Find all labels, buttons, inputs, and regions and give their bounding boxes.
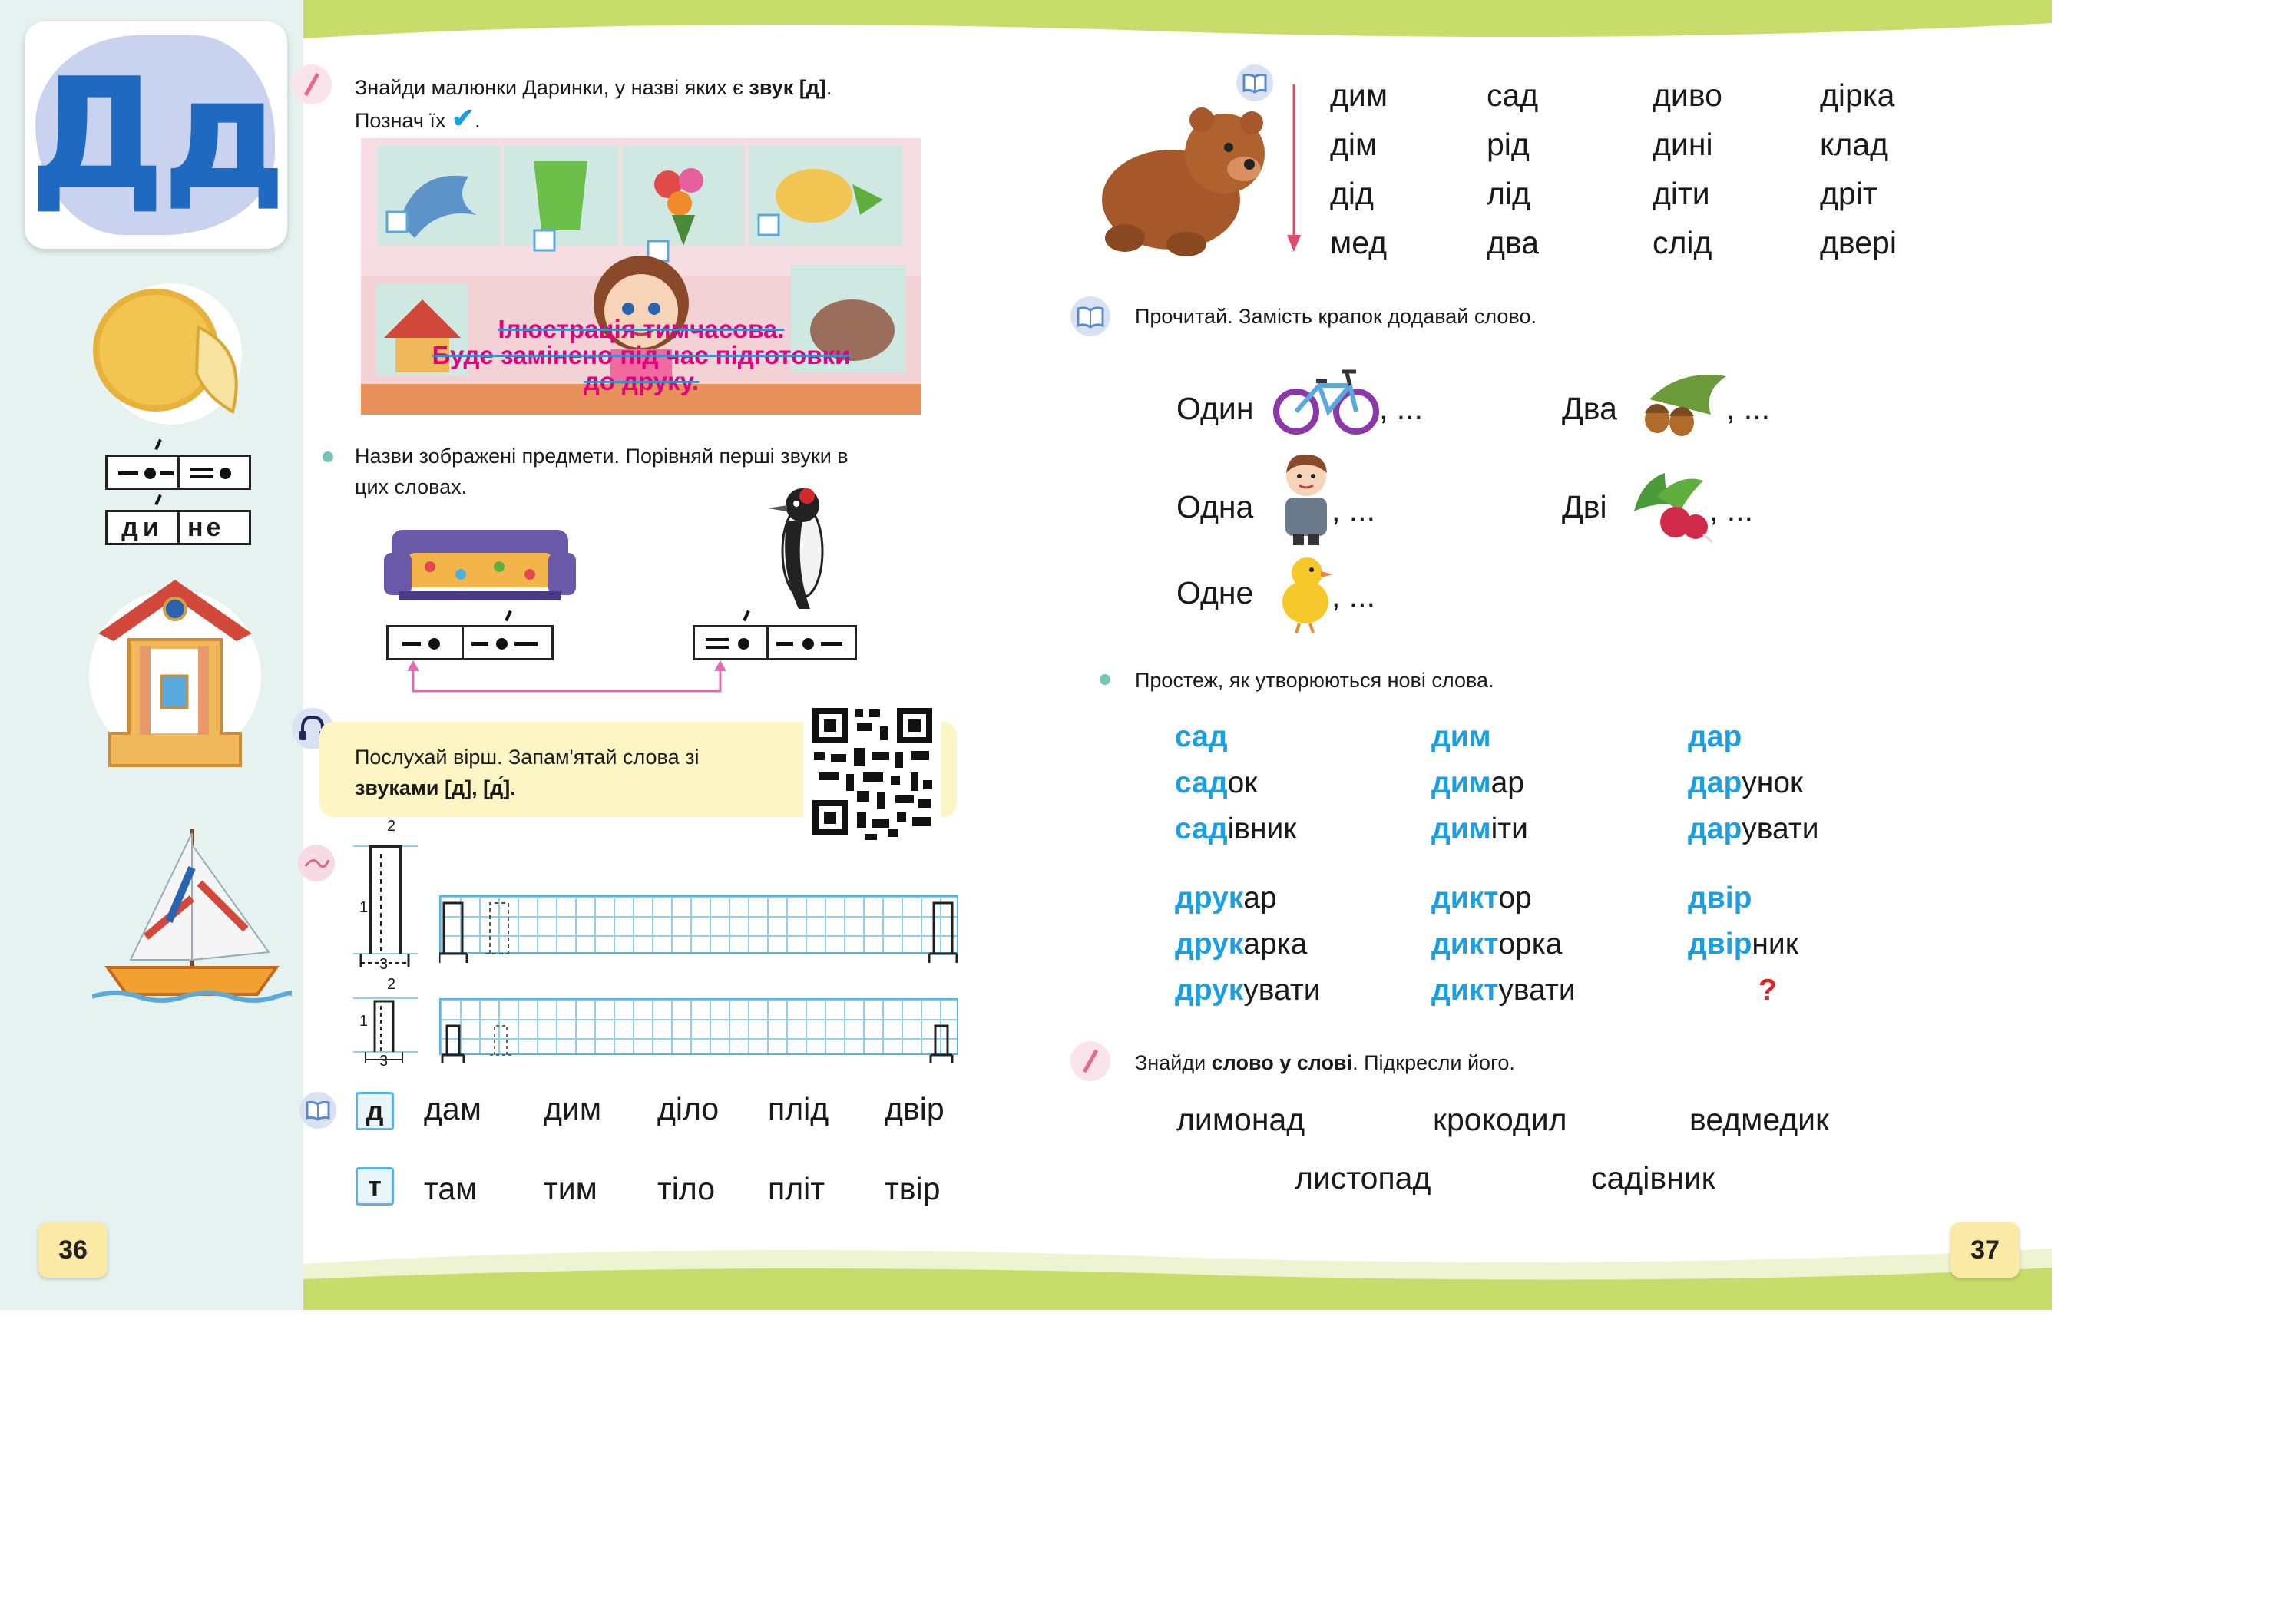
task1-text-line2: Познач їх xyxy=(355,109,446,132)
word-root: дар xyxy=(1688,766,1742,799)
woodpecker-image xyxy=(756,475,841,620)
word-root: друк xyxy=(1175,928,1244,961)
word-root: дим xyxy=(1431,720,1491,753)
find-word: лимонад xyxy=(1176,1102,1305,1137)
big-letter-card xyxy=(25,21,287,249)
count-dots: , ... xyxy=(1726,391,1770,426)
stroke-number: 2 xyxy=(387,976,396,993)
sound-scheme-word xyxy=(105,510,251,545)
table-word: дірка xyxy=(1820,78,1895,113)
scheme-syllable: ди xyxy=(121,513,164,542)
word-suffix: ор xyxy=(1498,881,1532,915)
table-word: дим xyxy=(1330,78,1388,113)
word-suffix: івник xyxy=(1227,812,1297,845)
radishes-image xyxy=(1626,473,1715,544)
derived-word xyxy=(1431,811,1528,848)
word-root: двір xyxy=(1688,928,1752,961)
stroke-number: 1 xyxy=(359,899,369,916)
derived-word xyxy=(1175,765,1257,802)
derived-word xyxy=(1758,972,1777,1009)
task1-text-end: . xyxy=(825,76,832,99)
task1-text: Знайди малюнки Даринки, у назві яких є xyxy=(355,76,749,99)
placeholder-line-2: Буде замінено під час підготовки xyxy=(432,341,851,369)
bear-cub-image xyxy=(1094,92,1279,261)
stroke-number: 3 xyxy=(379,956,389,973)
find-bold: слово у слові xyxy=(1211,1051,1353,1074)
book-icon xyxy=(1069,295,1112,338)
table-word: клад xyxy=(1820,127,1889,162)
bottom-wave-decoration xyxy=(303,1241,2052,1310)
left-sidebar xyxy=(0,0,303,1310)
word-suffix: увати xyxy=(1243,974,1321,1007)
word-suffix: унок xyxy=(1742,766,1804,799)
count-word: Одне xyxy=(1176,575,1254,610)
derived-word xyxy=(1431,926,1562,963)
table-word: двері xyxy=(1820,225,1897,260)
read-instruction: Прочитай. Замість крапок додавай слово. xyxy=(1135,305,1537,328)
word-root: дикт xyxy=(1431,974,1499,1007)
word-root: дим xyxy=(1431,766,1491,799)
word-suffix: увати xyxy=(1742,812,1819,845)
comparison-connector xyxy=(399,660,737,699)
book-icon xyxy=(298,1090,338,1130)
stroke-number: 3 xyxy=(379,1053,389,1070)
word-suffix: ник xyxy=(1752,928,1798,961)
task1-bold: звук [д] xyxy=(749,76,826,99)
t-word: там xyxy=(424,1171,478,1206)
derived-word xyxy=(1175,972,1321,1009)
stress-mark xyxy=(154,494,162,505)
sofa-image xyxy=(384,514,576,607)
count-word: Одна xyxy=(1176,489,1254,524)
derived-word xyxy=(1431,880,1532,917)
d-word: дам xyxy=(424,1091,481,1126)
derived-word xyxy=(1175,811,1296,848)
word-suffix: ар xyxy=(1243,881,1277,915)
woodpecker-sound-scheme xyxy=(693,625,857,660)
placeholder-notice xyxy=(361,316,921,395)
word-suffix: увати xyxy=(1498,974,1576,1007)
pencil-icon xyxy=(290,63,333,106)
question-mark: ? xyxy=(1758,974,1777,1007)
find-word: листопад xyxy=(1295,1160,1431,1196)
checkmark-icon: ✔ xyxy=(451,102,475,134)
derived-word xyxy=(1688,811,1819,848)
t-word: твір xyxy=(885,1171,941,1206)
word-root: двір xyxy=(1688,881,1752,915)
count-word: Два xyxy=(1562,391,1617,426)
page-number-left: 36 xyxy=(38,1222,108,1278)
melon-image xyxy=(83,281,260,427)
stress-mark xyxy=(505,610,512,621)
letter-box-t: т xyxy=(356,1167,394,1206)
count-word: Дві xyxy=(1562,489,1607,524)
task1-text-line2-end: . xyxy=(475,109,481,132)
sailboat-image xyxy=(92,822,292,1006)
top-wave-decoration xyxy=(303,0,2052,46)
word-suffix: орка xyxy=(1498,928,1563,961)
bullet-dot xyxy=(323,451,333,462)
acorns-image xyxy=(1634,369,1732,439)
derived-word xyxy=(1175,926,1307,963)
table-word: диво xyxy=(1653,78,1722,113)
table-word: мед xyxy=(1330,225,1388,260)
table-word: лід xyxy=(1487,176,1530,211)
d-word: двір xyxy=(885,1091,945,1126)
count-dots: , ... xyxy=(1332,492,1375,528)
find-text-end: . Підкресли його. xyxy=(1352,1051,1515,1074)
placeholder-line-3: до друку. xyxy=(583,367,700,395)
find-text: Знайди xyxy=(1135,1051,1212,1074)
handwriting-icon xyxy=(296,843,336,883)
derived-word xyxy=(1688,765,1803,802)
derived-word xyxy=(1175,880,1277,917)
t-word: тим xyxy=(544,1171,597,1206)
derived-word xyxy=(1688,926,1798,963)
placeholder-line-1: Ілюстрація тимчасова. xyxy=(498,315,785,343)
chick-image xyxy=(1276,553,1335,634)
writing-grid-2-letters xyxy=(439,998,958,1064)
book-icon xyxy=(1235,63,1275,103)
word-root: друк xyxy=(1175,881,1244,915)
derived-word xyxy=(1431,972,1576,1009)
table-word: сад xyxy=(1487,78,1539,113)
word-root: сад xyxy=(1175,766,1228,799)
stress-mark xyxy=(743,610,750,621)
sound-scheme-1 xyxy=(105,455,251,490)
writing-grid-1-letters xyxy=(439,895,958,964)
task2-instruction xyxy=(355,441,961,502)
bicycle-image xyxy=(1273,358,1379,438)
task3-line-1: Послухай вірш. Запам'ятай слова зі xyxy=(355,746,700,769)
stroke-number: 2 xyxy=(387,818,396,835)
scheme-syllable: не xyxy=(187,513,224,542)
word-root: дикт xyxy=(1431,881,1499,915)
table-word: діти xyxy=(1653,176,1710,211)
derived-word xyxy=(1175,719,1228,756)
pencil-icon xyxy=(1069,1040,1112,1083)
table-word: рід xyxy=(1487,127,1530,162)
stroke-number: 1 xyxy=(359,1013,369,1030)
count-dots: , ... xyxy=(1709,492,1753,528)
word-suffix: іти xyxy=(1490,812,1528,845)
word-root: сад xyxy=(1175,720,1228,753)
table-word: дині xyxy=(1653,127,1713,162)
table-word: дріт xyxy=(1820,176,1877,211)
derived-word xyxy=(1688,880,1752,917)
d-word: плід xyxy=(768,1091,829,1126)
t-word: тіло xyxy=(657,1171,716,1206)
word-root: дим xyxy=(1431,812,1491,845)
boy-image xyxy=(1278,451,1335,545)
d-word: діло xyxy=(657,1091,720,1126)
find-word: крокодил xyxy=(1433,1102,1567,1137)
letter-box-d: д xyxy=(356,1092,394,1130)
task2-line-2: цих словах. xyxy=(355,475,468,498)
word-root: дар xyxy=(1688,812,1742,845)
table-word: слід xyxy=(1653,225,1712,260)
t-word: пліт xyxy=(768,1171,825,1206)
house-letter-image xyxy=(83,572,267,779)
big-letter: Дд xyxy=(28,45,283,224)
task2-line-1: Назви зображені предмети. Порівняй перші звуки в xyxy=(355,445,849,468)
sofa-sound-scheme xyxy=(386,625,554,660)
table-word: дід xyxy=(1330,176,1374,211)
find-word: садівник xyxy=(1591,1160,1715,1196)
page-number-right: 37 xyxy=(1950,1222,2020,1278)
d-word: дим xyxy=(544,1091,602,1126)
qr-code[interactable] xyxy=(803,699,941,845)
word-root: друк xyxy=(1175,974,1244,1007)
count-word: Один xyxy=(1176,391,1254,426)
derived-word xyxy=(1431,719,1491,756)
stress-mark xyxy=(154,439,162,450)
task1-instruction xyxy=(355,72,961,136)
find-word: ведмедик xyxy=(1689,1102,1829,1137)
derived-word xyxy=(1431,765,1524,802)
trace-instruction: Простеж, як утворюються нові слова. xyxy=(1135,669,1494,692)
task3-bold: звуками [д], [д́]. xyxy=(355,776,516,799)
find-instruction xyxy=(1135,1047,1826,1078)
derived-word xyxy=(1688,719,1742,756)
count-dots: , ... xyxy=(1332,578,1375,614)
word-suffix: ок xyxy=(1227,766,1258,799)
word-root: дар xyxy=(1688,720,1742,753)
word-root: дикт xyxy=(1431,928,1499,961)
word-root: сад xyxy=(1175,812,1228,845)
down-arrow-icon xyxy=(1284,84,1304,253)
table-word: дім xyxy=(1330,127,1378,162)
table-word: два xyxy=(1487,225,1540,260)
task3-instruction xyxy=(355,742,816,803)
word-suffix: ар xyxy=(1490,766,1524,799)
bullet-dot xyxy=(1100,674,1110,685)
count-dots: , ... xyxy=(1379,391,1423,426)
word-suffix: арка xyxy=(1243,928,1308,961)
